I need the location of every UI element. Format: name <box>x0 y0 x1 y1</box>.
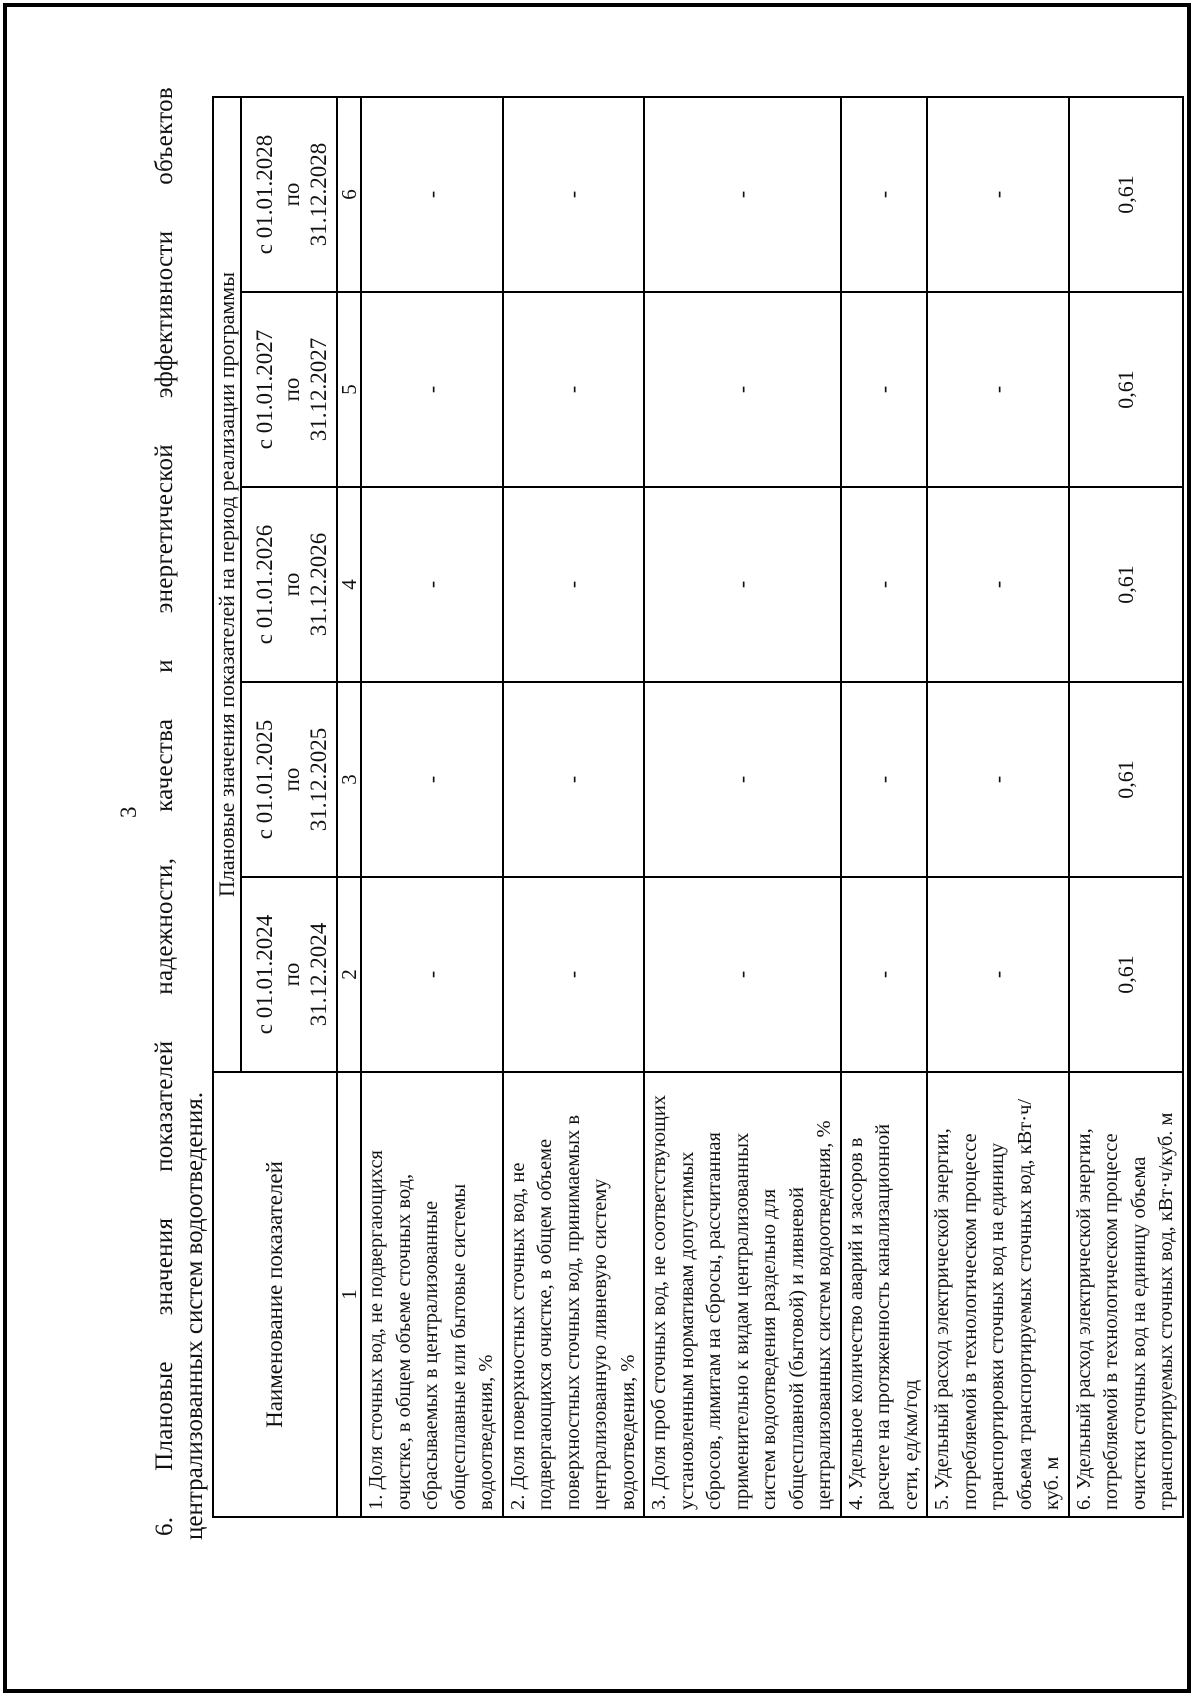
column-number: 3 <box>337 682 361 877</box>
table-row <box>927 97 1069 1517</box>
column-number: 5 <box>337 292 361 487</box>
indicator-value: - <box>644 487 841 682</box>
header-period-2028: с 01.01.2028 по 31.12.2028 <box>241 97 337 292</box>
header-planned-values: Плановые значения показателей на период реализации программы <box>213 97 241 1072</box>
indicator-name: 3. Доля проб сточных вод, не соответствующих установленным нормативам допустимых сбросов, лимитам на сбросы, рассчитанная применительно к видам централизованных систем водоотведения раздельно для общесплавной (бытовой) и ливневой централизованных систем водоотведения, % <box>644 1072 841 1517</box>
header-period-2025: с 01.01.2025 по 31.12.2025 <box>241 682 337 877</box>
indicator-value: - <box>361 97 503 292</box>
indicator-name: 5. Удельный расход электрической энергии, потребляемой в технологическом процессе транспортировки сточных вод на единицу объема транспортируемых сточных вод, кВт·ч/куб. м <box>927 1072 1069 1517</box>
column-number-row <box>337 97 361 1517</box>
indicator-value: - <box>841 487 928 682</box>
rotated-document-content <box>150 85 1177 1540</box>
column-number: 2 <box>337 877 361 1072</box>
indicator-value: 0,61 <box>1069 877 1183 1072</box>
column-number: 6 <box>337 97 361 292</box>
table-row <box>1069 97 1183 1517</box>
indicator-value: - <box>503 97 645 292</box>
page-number: 3 <box>116 806 141 818</box>
indicator-value: - <box>927 487 1069 682</box>
indicator-value: - <box>503 292 645 487</box>
indicator-value: - <box>841 877 928 1072</box>
indicator-value: - <box>927 97 1069 292</box>
indicator-value: - <box>361 682 503 877</box>
indicators-table <box>212 96 1184 1518</box>
indicator-value: - <box>841 97 928 292</box>
indicator-value: - <box>644 292 841 487</box>
indicator-value: - <box>503 682 645 877</box>
indicator-value: - <box>927 877 1069 1072</box>
section-title-continued: централизованных систем водоотведения. <box>181 1092 208 1540</box>
indicator-value: - <box>841 292 928 487</box>
header-indicator-name: Наименование показателей <box>213 1072 337 1517</box>
table-row <box>841 97 928 1517</box>
indicator-value: - <box>841 682 928 877</box>
indicator-value: - <box>361 487 503 682</box>
indicator-value: 0,61 <box>1069 487 1183 682</box>
header-period-2027: с 01.01.2027 по 31.12.2027 <box>241 292 337 487</box>
indicator-value: - <box>644 97 841 292</box>
table-row <box>361 97 503 1517</box>
section-title: 6. Плановые значения показателей надежности, качества и энергетической эффективности объектов <box>151 87 178 1536</box>
indicator-value: - <box>503 877 645 1072</box>
indicator-value: 0,61 <box>1069 682 1183 877</box>
indicator-value: - <box>644 682 841 877</box>
indicator-value: - <box>361 877 503 1072</box>
indicator-value: - <box>503 487 645 682</box>
header-period-2024: с 01.01.2024 по 31.12.2024 <box>241 877 337 1072</box>
column-number: 4 <box>337 487 361 682</box>
indicator-name: 1. Доля сточных вод, не подвергающихся очистке, в общем объеме сточных вод, сбрасываемых в централизованные общесплавные или бытовые системы водоотведения, % <box>361 1072 503 1517</box>
header-period-2026: с 01.01.2026 по 31.12.2026 <box>241 487 337 682</box>
indicator-value: 0,61 <box>1069 97 1183 292</box>
indicator-name: 2. Доля поверхностных сточных вод, не подвергающихся очистке, в общем объеме поверхностных сточных вод, принимаемых в централизованную ливневую систему водоотведения, % <box>503 1072 645 1517</box>
indicator-value: - <box>927 682 1069 877</box>
indicator-value: - <box>361 292 503 487</box>
indicator-value: - <box>927 292 1069 487</box>
column-number: 1 <box>337 1072 361 1517</box>
indicator-name: 4. Удельное количество аварий и засоров в расчете на протяженность канализационной сети, ед/км/год <box>841 1072 928 1517</box>
table-row <box>503 97 645 1517</box>
indicator-value: - <box>644 877 841 1072</box>
table-row <box>644 97 841 1517</box>
indicator-name: 6. Удельный расход электрической энергии, потребляемой в технологическом процессе очистки сточных вод на единицу объема транспортируемых сточных вод, кВт·ч/куб. м <box>1069 1072 1183 1517</box>
indicator-value: 0,61 <box>1069 292 1183 487</box>
